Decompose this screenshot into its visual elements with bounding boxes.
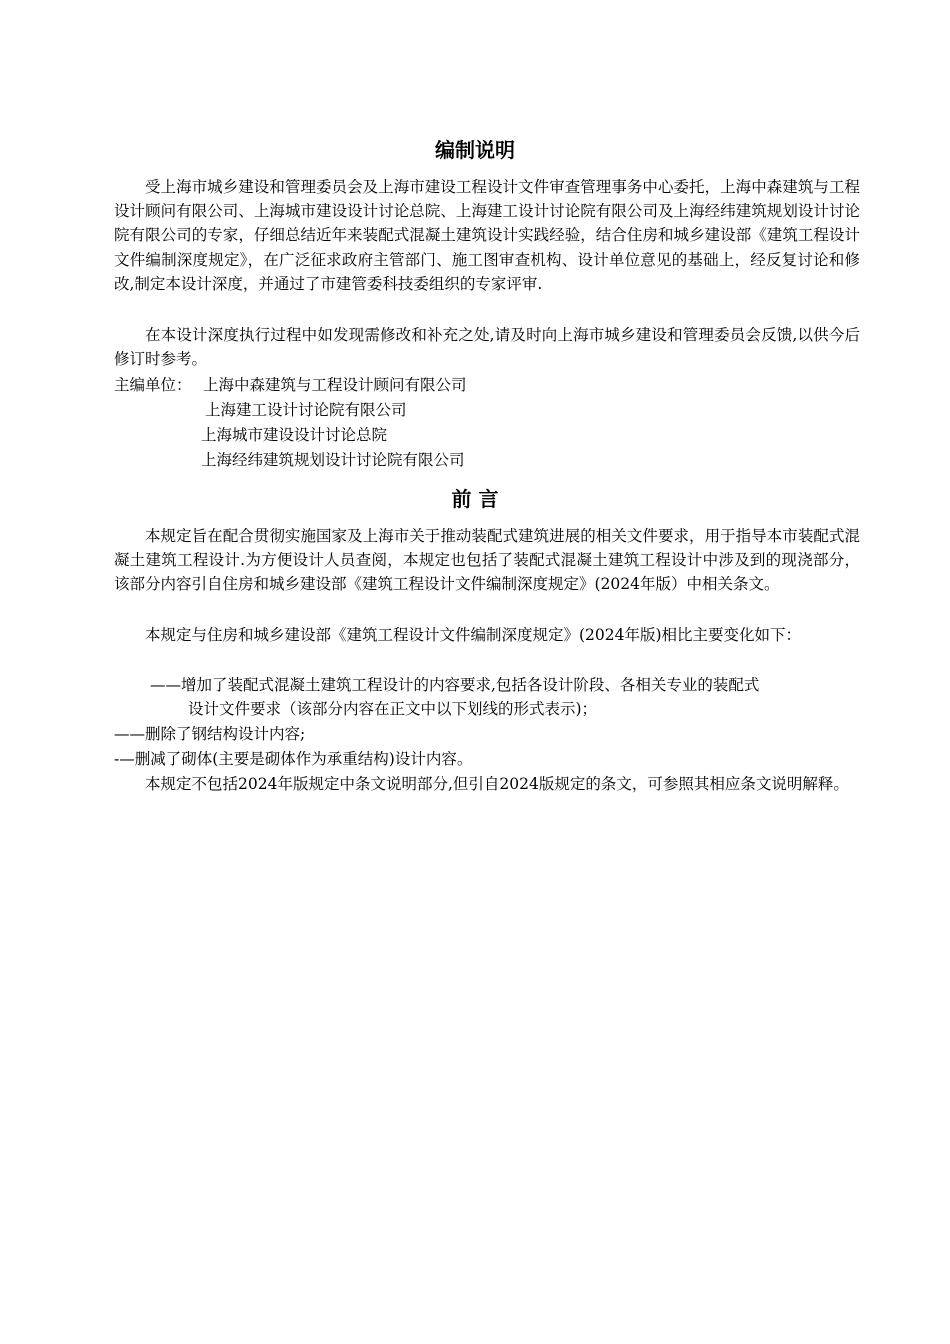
compilation-paragraph-2: 在本设计深度执行过程中如发现需修改和补充之处,请及时向上海市城乡建设和管理委员会反馈,以供今后修订时参考。 (114, 326, 860, 369)
editor-unit-4: 上海经纬建筑规划设计讨论院有限公司 (201, 451, 465, 469)
preface-paragraph-2: 本规定与住房和城乡建设部《建筑工程设计文件编制深度规定》(2024年版)相比主要变化如下： (145, 626, 802, 644)
editor-units-label: 主编单位： (114, 376, 192, 394)
change-item-1-line-2: 设计文件要求（该部分内容在正文中以下划线的形式表示)； (188, 700, 598, 718)
editor-unit-3: 上海城市建设设计讨论总院 (201, 426, 388, 444)
section-title-preface: 前 言 (451, 487, 499, 511)
preface-paragraph-1: 本规定旨在配合贯彻实施国家及上海市关于推动装配式建筑进展的相关文件要求，用于指导本市装配式混凝土建筑工程设计.为方便设计人员查阅，本规定也包括了装配式混凝土建筑工程设计中涉及到的现浇部分，该部分内容引自住房和城乡建设部《建筑工程设计文件编制深度规定》(2024年版）中相关条文。 (114, 527, 860, 594)
section-title-compilation-notes: 编制说明 (435, 138, 515, 162)
editor-unit-1: 上海中森建筑与工程设计顾问有限公司 (203, 376, 467, 394)
change-item-2: ——删除了钢结构设计内容; (114, 725, 306, 743)
change-item-1-line-1: ——增加了装配式混凝土建筑工程设计的内容要求,包括各设计阶段、各相关专业的装配式 (150, 676, 760, 694)
compilation-paragraph-1: 受上海市城乡建设和管理委员会及上海市建设工程设计文件审查管理事务中心委托，上海中森建筑与工程设计顾问有限公司、上海城市建设设计讨论总院、上海建工设计讨论院有限公司及上海经纬建筑规划设计讨论院有限公司的专家，仔细总结近年来装配式混凝土建筑设计实践经验，结合住房和城乡建设部《建筑工程设计文件编制深度规定》，在广泛征求政府主管部门、施工图审查机构、设计单位意见的基础上，经反复讨论和修改,制定本设计深度，并通过了市建管委科技委组织的专家评审. (114, 178, 860, 293)
preface-closing-paragraph: 本规定不包括2024年版规定中条文说明部分,但引自2024版规定的条文，可参照其相应条文说明解释。 (145, 775, 849, 793)
editor-unit-2: 上海建工设计讨论院有限公司 (205, 401, 407, 419)
change-item-3: -—删减了砌体(主要是砌体作为承重结构)设计内容。 (114, 750, 473, 768)
